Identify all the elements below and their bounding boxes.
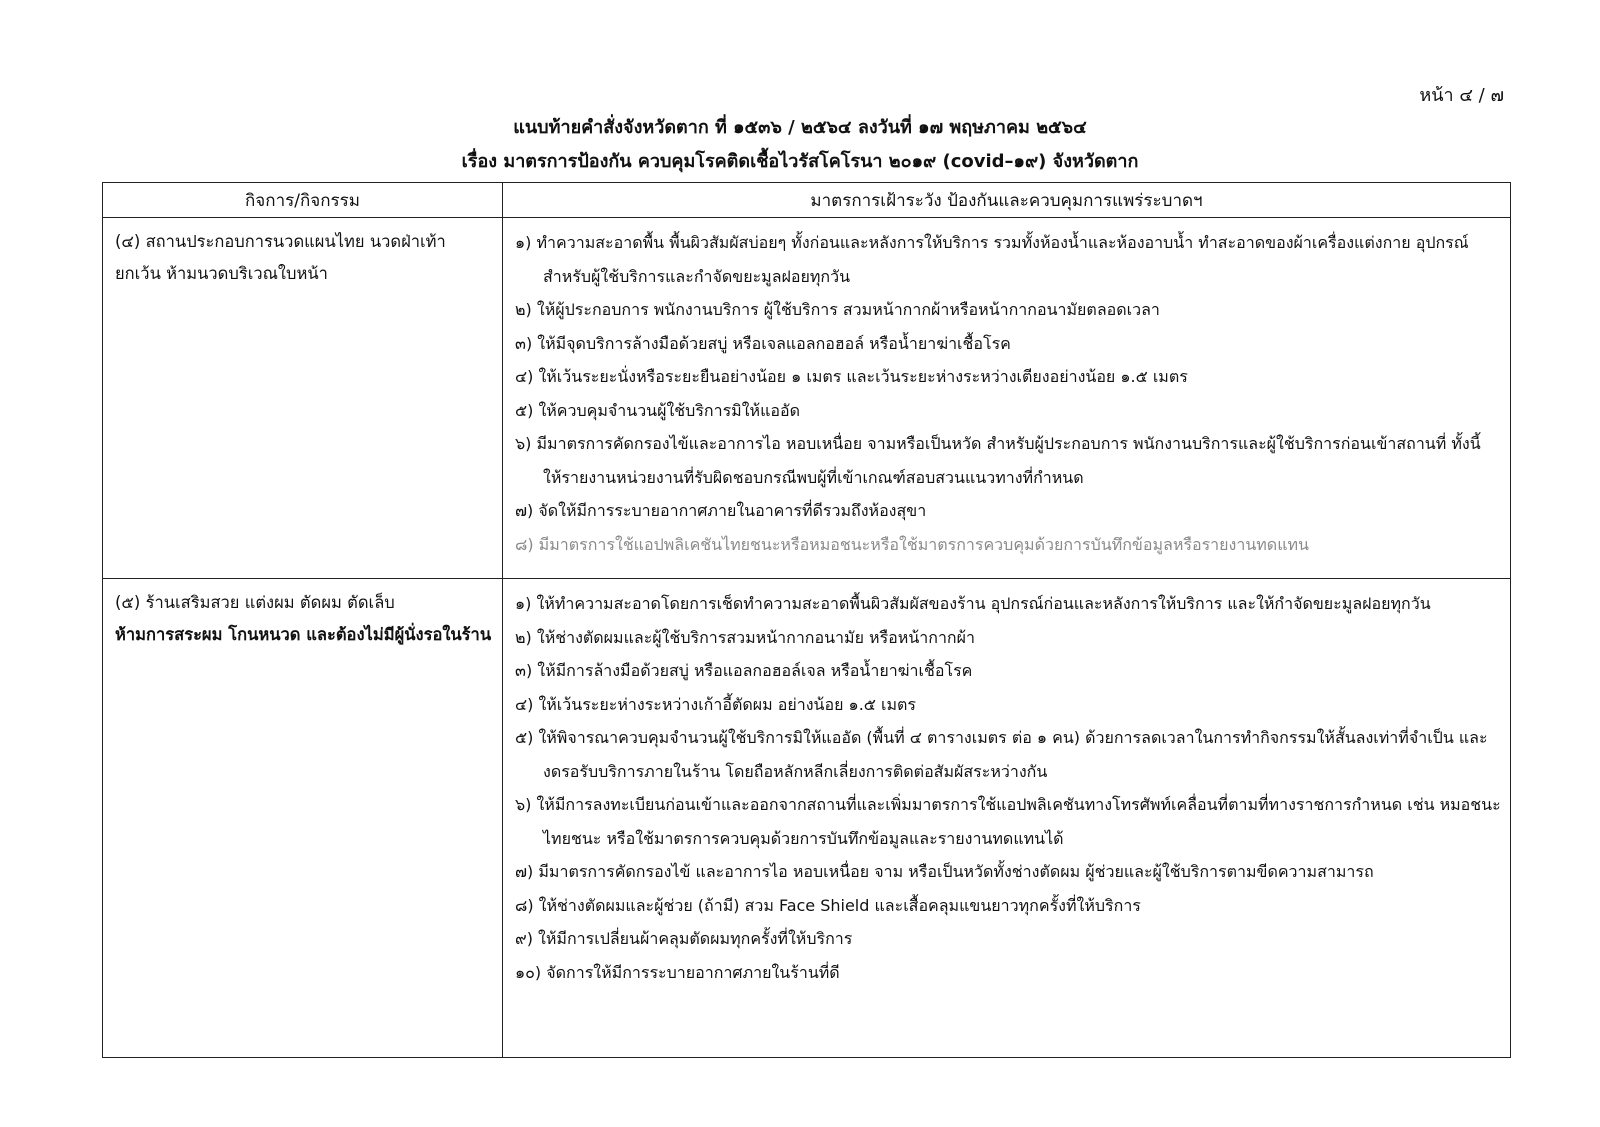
- measure-item: ๑) ให้ทำความสะอาดโดยการเช็ดทำความสะอาดพื้นผิวสัมผัสของร้าน อุปกรณ์ก่อนและหลังการให้บริการ และให้กำจัดขยะมูลฝอยทุกวัน: [515, 594, 1431, 613]
- measure-item: ๘) ให้ช่างตัดผมและผู้ช่วย (ถ้ามี) สวม Face Shield และเสื้อคลุมแขนยาวทุกครั้งที่ให้บริการ: [515, 895, 1141, 915]
- measure-item: ๑) ทำความสะอาดพื้น พื้นผิวสัมผัสบ่อยๆ ทั้งก่อนและหลังการให้บริการ รวมทั้งห้องน้ำและห้องอาบน้ำ ทำสะอาดของผ้าเครื่องแต่งกาย อุปกรณ์สำหรับผู้ใช้บริการและกำจัดขยะมูลฝอยทุกวัน: [515, 233, 1469, 286]
- measure-item: ๑๐) จัดการให้มีการระบายอากาศภายในร้านที่ดี: [515, 962, 840, 982]
- measure-item: ๔) ให้เว้นระยะห่างระหว่างเก้าอี้ตัดผม อย่างน้อย ๑.๕ เมตร: [515, 694, 916, 714]
- header-measures: มาตรการเฝ้าระวัง ป้องกันและควบคุมการแพร่ระบาดฯ: [503, 183, 1511, 218]
- page-number: หน้า ๔ / ๗: [1419, 85, 1504, 106]
- measure-item: ๒) ให้ผู้ประกอบการ พนักงานบริการ ผู้ใช้บริการ สวมหน้ากากผ้าหรือหน้ากากอนามัยตลอดเวลา: [515, 300, 1160, 319]
- activity-title: (๕) ร้านเสริมสวย แต่งผม ตัดผม ตัดเล็บ: [115, 593, 395, 612]
- activity-cell: (๔) สถานประกอบการนวดแผนไทย นวดฝ่าเท้า ยกเว้น ห้ามนวดบริเวณใบหน้า: [103, 218, 503, 579]
- measures-cell: [503, 218, 1511, 579]
- measure-item: ๒) ให้ช่างตัดผมและผู้ใช้บริการสวมหน้ากากอนามัย หรือหน้ากากผ้า: [515, 627, 975, 647]
- activity-conditions: ห้ามการสระผม โกนหนวด และต้องไม่มีผู้นั่งรอในร้าน: [115, 625, 492, 644]
- measure-item: ๗) จัดให้มีการระบายอากาศภายในอาคารที่ดีรวมถึงห้องสุขา: [515, 501, 927, 520]
- measure-item: ๓) ให้มีจุดบริการล้างมือด้วยสบู่ หรือเจลแอลกอฮอล์ หรือน้ำยาฆ่าเชื้อโรค: [515, 333, 1011, 353]
- measure-item: ๖) มีมาตรการคัดกรองไข้และอาการไอ หอบเหนื่อย จามหรือเป็นหวัด สำหรับผู้ประกอบการ พนักงานบริการและผู้ใช้บริการก่อนเข้าสถานที่ ทั้งนี้ ให้รายงานหน่วยงานที่รับผิดชอบกรณีพบผู้ที่เข้าเกณฑ์สอบสวนแนวทางที่กำหนด: [515, 434, 1481, 487]
- activity-cell: [103, 579, 503, 1058]
- measure-item: ๔) ให้เว้นระยะนั่งหรือระยะยืนอย่างน้อย ๑ เมตร และเว้นระยะห่างระหว่างเตียงอย่างน้อย ๑.๕ เมตร: [515, 367, 1188, 386]
- header-activity: กิจการ/กิจกรรม: [103, 183, 503, 218]
- document-title: แนบท้ายคำสั่งจังหวัดตาก ที่ ๑๕๓๖ / ๒๕๖๔ ลงวันที่ ๑๗ พฤษภาคม ๒๕๖๔: [513, 117, 1087, 138]
- table-row: [103, 218, 1511, 579]
- measure-item: ๗) มีมาตรการคัดกรองไข้ และอาการไอ หอบเหนื่อย จาม หรือเป็นหวัดทั้งช่างตัดผม ผู้ช่วยและผู้ใช้บริการตามขีดความสามารถ: [515, 862, 1374, 881]
- measure-item: ๘) มีมาตรการใช้แอปพลิเคชันไทยชนะหรือหมอชนะหรือใช้มาตรการควบคุมด้วยการบันทึกข้อมูลหรือรายงานทดแทน: [515, 534, 1309, 554]
- measures-cell: [503, 579, 1511, 1058]
- measure-item: ๕) ให้ควบคุมจำนวนผู้ใช้บริการมิให้แออัด: [515, 400, 800, 420]
- table-row: [103, 579, 1511, 1058]
- document-subject: เรื่อง มาตรการป้องกัน ควบคุมโรคติดเชื้อไวรัสโคโรนา ๒๐๑๙ (covid–๑๙) จังหวัดตาก: [461, 151, 1139, 172]
- measure-item: ๓) ให้มีการล้างมือด้วยสบู่ หรือแอลกอฮอล์เจล หรือน้ำยาฆ่าเชื้อโรค: [515, 661, 973, 680]
- measure-item: ๖) ให้มีการลงทะเบียนก่อนเข้าและออกจากสถานที่และเพิ่มมาตรการใช้แอปพลิเคชันทางโทรศัพท์เคลื่อนที่ตามที่ทางราชการกำหนด เช่น หมอชนะ ไทยชนะ หรือใช้มาตรการควบคุมด้วยการบันทึกข้อมูลและรายงานทดแทนได้: [515, 795, 1501, 848]
- measure-item: ๙) ให้มีการเปลี่ยนผ้าคลุมตัดผมทุกครั้งที่ให้บริการ: [515, 929, 853, 948]
- measures-table: [102, 182, 1511, 1058]
- measure-item: ๕) ให้พิจารณาควบคุมจำนวนผู้ใช้บริการมิให้แออัด (พื้นที่ ๔ ตารางเมตร ต่อ ๑ คน) ด้วยการลดเวลาในการทำกิจกรรมให้สั้นลงเท่าที่จำเป็น และงดรอรับบริการภายในร้าน โดยถือหลักหลีกเลี่ยงการติดต่อสัมผัสระหว่างกัน: [515, 728, 1488, 781]
- table-header-row: [103, 183, 1511, 218]
